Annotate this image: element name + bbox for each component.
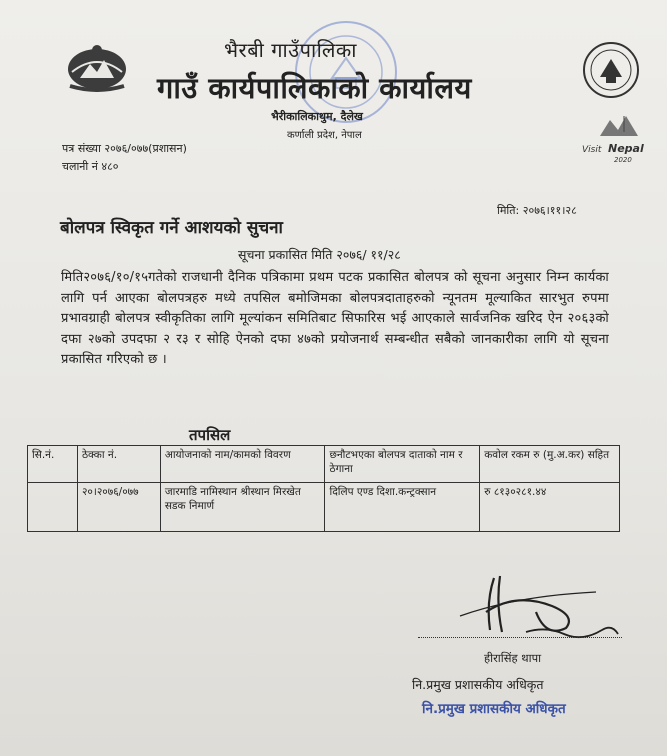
office-title: गाउँ कार्यपालिकाको कार्यालय: [157, 71, 472, 105]
header-contract-no: ठेक्का नं.: [77, 446, 160, 483]
cell-amount: रु ८१३०२८१.४४: [480, 483, 620, 532]
nepal-emblem-icon: [66, 42, 128, 92]
header-project: आयोजनाको नाम/कामको विवरण: [160, 446, 325, 483]
svg-text:2020: 2020: [614, 156, 632, 164]
signatory-title: नि.प्रमुख प्रशासकीय अधिकृत: [412, 677, 544, 692]
notice-date: मिति: २०७६।११।२८: [497, 204, 577, 217]
title-stamp: नि.प्रमुख प्रशासकीय अधिकृत: [422, 701, 566, 717]
cell-project: जारमाडि नामिस्थान श्रीस्थान मिरखेत सडक निमार्ण: [160, 483, 325, 532]
bid-details-table: [27, 445, 620, 532]
office-province: कर्णाली प्रदेश, नेपाल: [287, 130, 362, 141]
signatory-name: हीरासिंह थापा: [484, 651, 542, 665]
office-place: भैरीकालिकाथुम, दैलेख: [271, 110, 363, 123]
header-amount: कवोल रकम रु (मु.अ.कर) सहित: [480, 446, 620, 483]
table-header-row: [28, 446, 620, 483]
office-name: भैरबी गाउँपालिका: [224, 38, 357, 62]
cell-contract-no: २०।२०७६/०७७: [77, 483, 160, 532]
dispatch-number: चलानी नं ४८०: [62, 160, 119, 173]
svg-text:Nepal: Nepal: [608, 142, 644, 155]
header-serial: सि.नं.: [28, 446, 78, 483]
annex-title: तपसिल: [189, 426, 231, 444]
signature-line: [418, 636, 622, 638]
notice-subject: बोलपत्र स्विकृत गर्ने आशयको सुचना: [60, 218, 283, 238]
municipality-logo-icon: [582, 41, 640, 99]
cell-serial: [28, 483, 78, 532]
cell-bidder: दिलिप एण्ड दिशा.कन्ट्रक्सान: [325, 483, 480, 532]
signature-icon: [456, 572, 626, 656]
notice-body: मिति२०७६/१०/१५गतेको राजधानी दैनिक पत्रिकामा प्रथम पटक प्रकासित बोलपत्र को सूचना अनुसार निम्न कार्यका लागि पर्न आएका बोलपत्रहरु मध्ये तपसिल बमोजिमका बोलपत्रदाताहरुको न्यूनतम मूल्याकित सारभुत रुपमा प्रभावग्राही बोलपत्र स्वीकृतिका लागि मूल्यांकन समितिबाट सिफारिस भई आएकाले सार्वजनिक खरिद ऐन २०६३को दफा २७को उपदफा २ र३ र सोहि ऐनको दफा ४७को प्रयोजनार्थ सम्बन्धीत सबैको जानकारीका लागि यो सूचना प्रकासित गरिएको छ ।: [61, 270, 609, 367]
table-row: [28, 483, 620, 532]
published-date: सूचना प्रकासित मिति २०७६/ ११/२८: [238, 247, 401, 262]
letter-number: पत्र संख्या २०७६/०७७(प्रशासन): [62, 142, 187, 155]
header-bidder: छनौटभएका बोलपत्र दाताको नाम र ठेगाना: [325, 446, 480, 483]
svg-text:Visit: Visit: [582, 145, 602, 155]
visit-nepal-2020-logo: [580, 112, 650, 168]
